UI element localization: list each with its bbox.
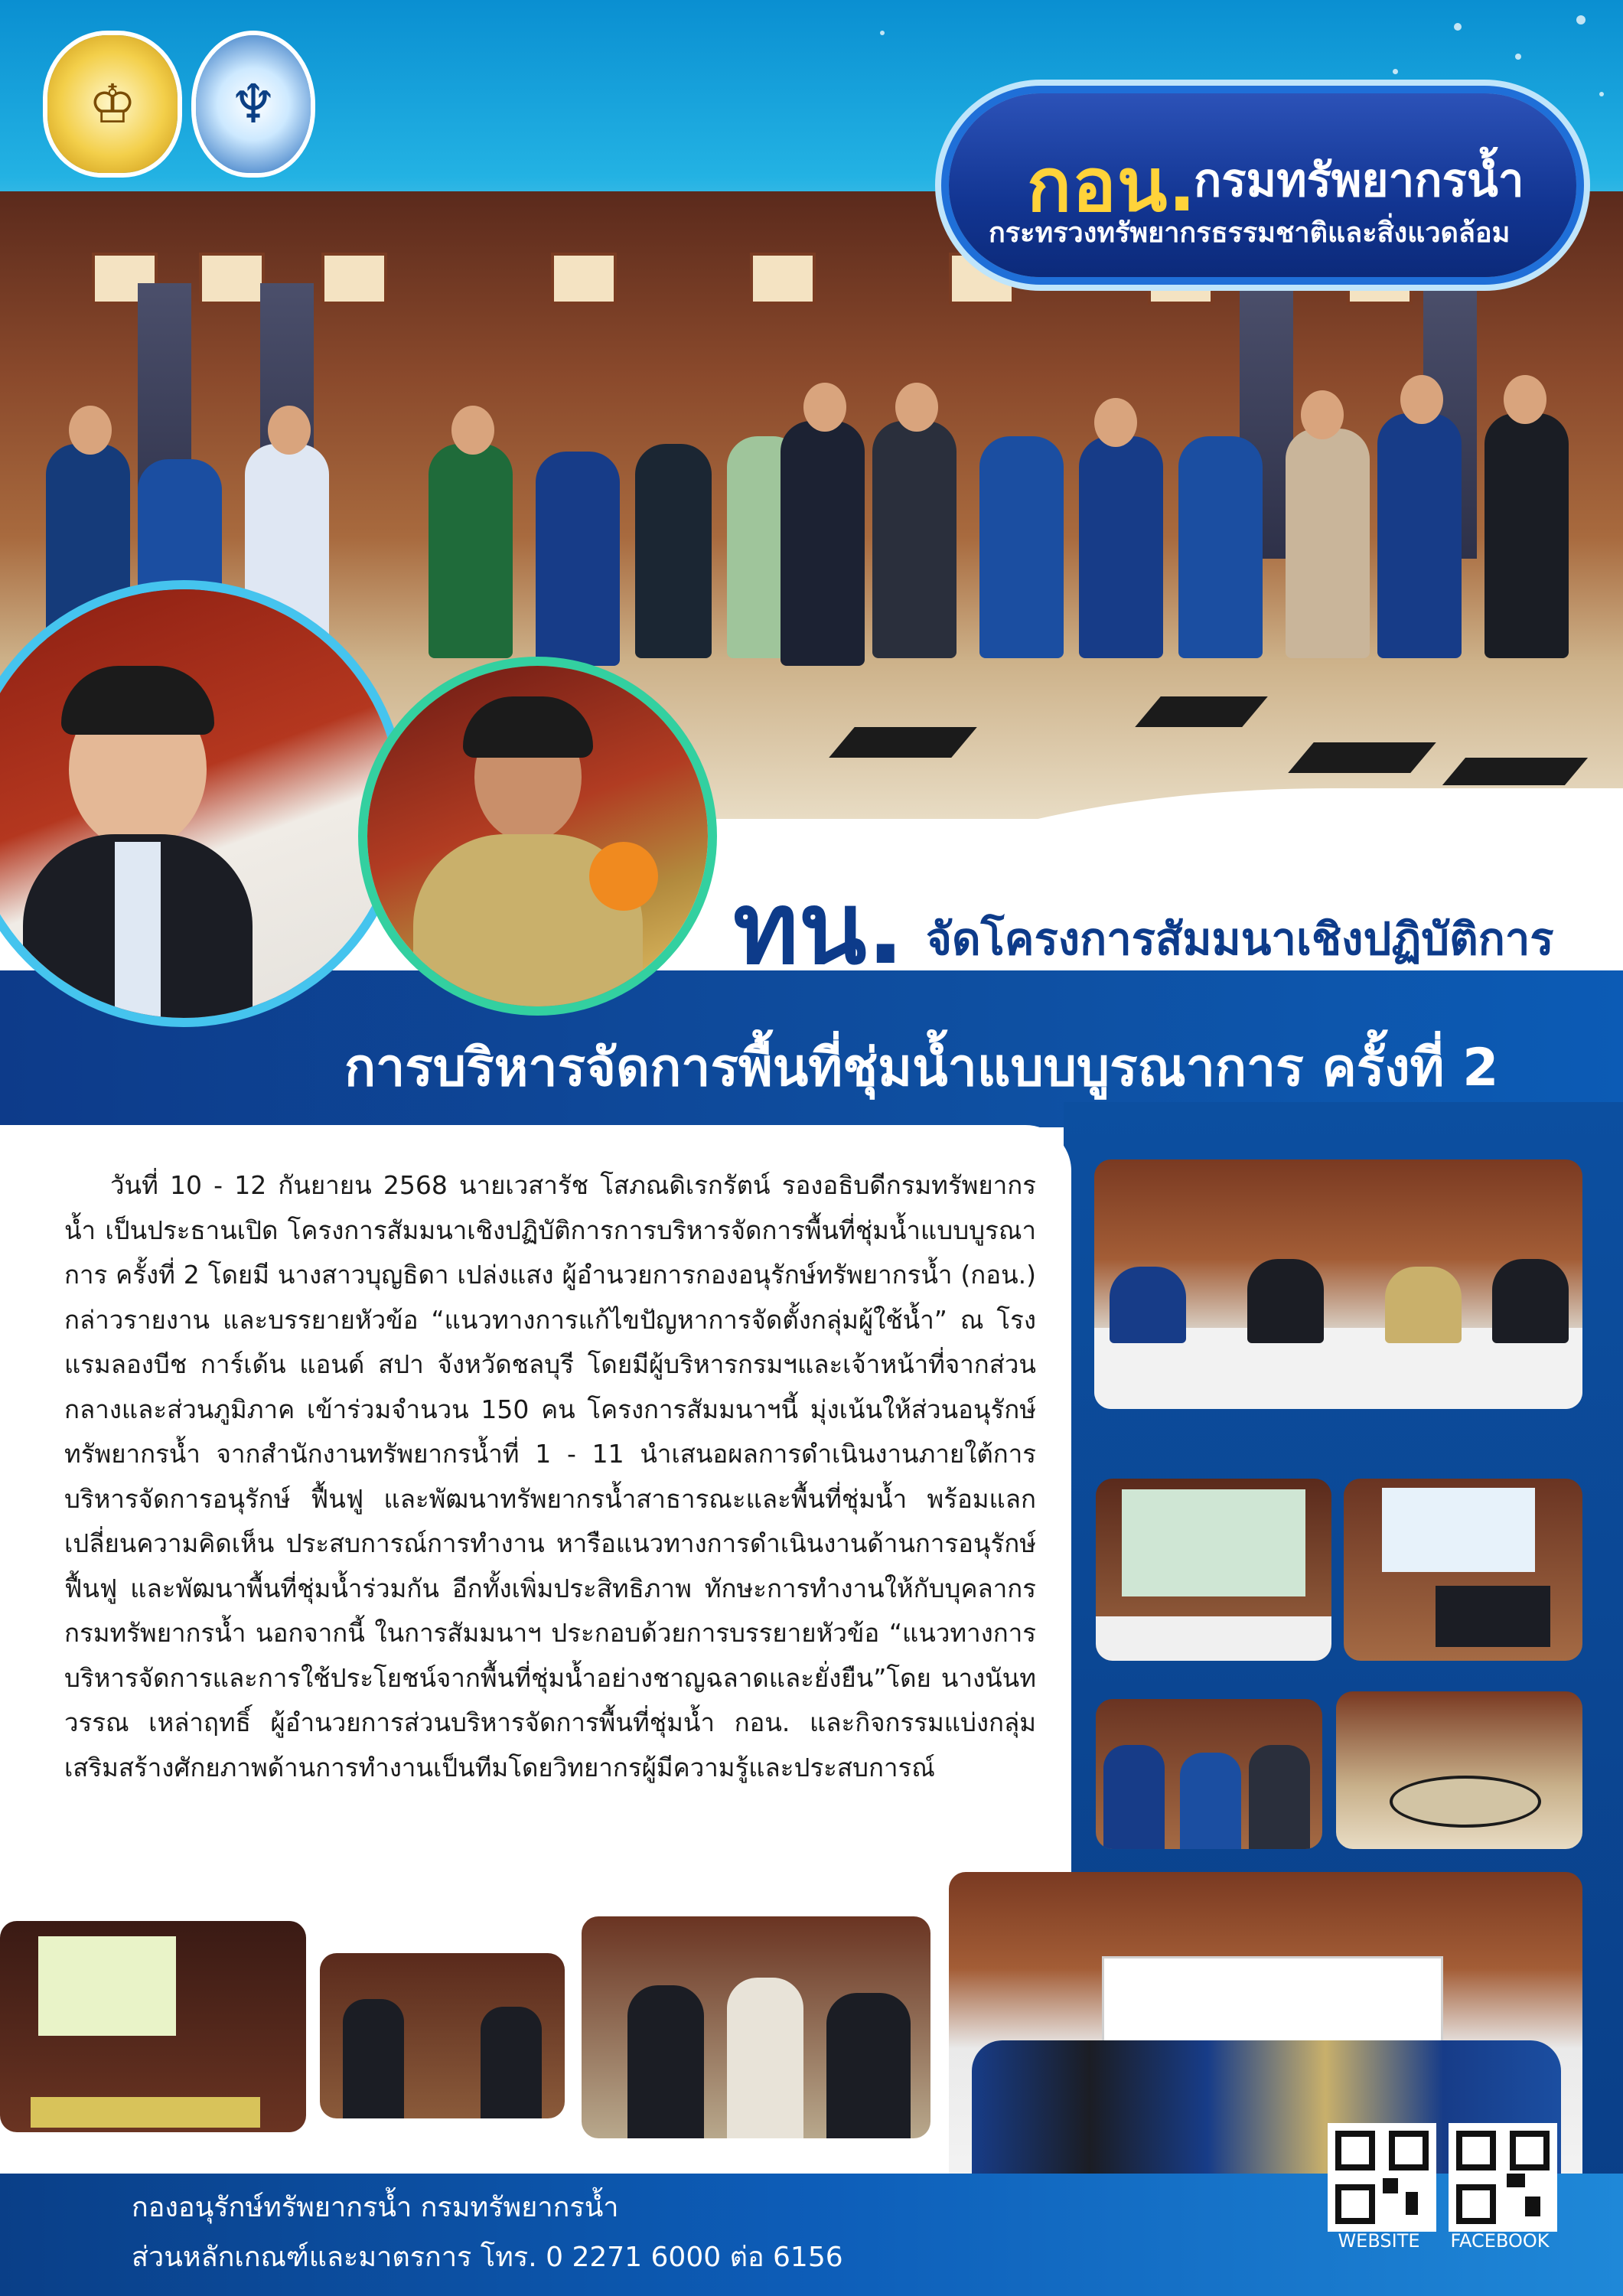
title-line-1: จัดโครงการสัมมนาเชิงปฏิบัติการ	[926, 913, 1554, 965]
photo-audience	[1096, 1699, 1322, 1849]
photo-team-activity	[582, 1916, 930, 2138]
title-line-2: การบริหารจัดการพื้นที่ชุ่มน้ำแบบบูรณาการ ครั้งที่ 2	[344, 1038, 1499, 1098]
title-abbreviation: ทน.	[733, 870, 904, 987]
website-qr-code[interactable]	[1328, 2123, 1436, 2232]
photo-stage-map	[0, 1921, 306, 2132]
photo-presentation-screen	[1096, 1479, 1331, 1661]
website-label: WEBSITE	[1338, 2230, 1420, 2252]
photo-head-table	[1094, 1159, 1582, 1409]
article-body: วันที่ 10 - 12 กันยายน 2568 นายเวสารัช โสภณดิเรกรัตน์ รองอธิบดีกรมทรัพยากรน้ำ เป็นประธานเปิด โครงการสัมมนาเชิงปฏิบัติการการบริหารจัดการพื้นที่ชุ่มน้ำแบบบูรณาการ ครั้งที่ 2 โดยมี นางสาวบุญธิดา เปล่งแสง ผู้อำนวยการกองอนุรักษ์ทรัพยากรน้ำ (กอน.) กล่าวรายงาน และบรรยายหัวข้อ “แนวทางการแก้ไขปัญหาการจัดตั้งกลุ่มผู้ใช้น้ำ” ณ โรงแรมลองบีช การ์เด้น แอนด์ สปา จังหวัดชลบุรี โดยมีผู้บริหารกรมฯและเจ้าหน้าที่จากส่วนกลางและส่วนภูมิภาค เข้าร่วมจำนวน 150 คน โครงการสัมมนาฯนี้ มุ่งเน้นให้ส่วนอนุรักษ์ทรัพยากรน้ำ จากสำนักงานทรัพยากรน้ำที่ 1 - 11 นำเสนอผลการดำเนินงานภายใต้การบริหารจัดการอนุรักษ์ ฟื้นฟู และพัฒนาทรัพยากรน้ำสาธารณะและพื้นที่ชุ่มน้ำ พร้อมแลกเปลี่ยนความคิดเห็น ประสบการณ์การทำงาน หารือแนวทางการดำเนินงานด้านการอนุรักษ์ ฟื้นฟู และพัฒนาพื้นที่ชุ่มน้ำร่วมกัน อีกทั้งเพิ่มประสิทธิภาพ ทักษะการทำงานให้กับบุคลากรกรมทรัพยากรน้ำ นอกจากนี้ ในการสัมมนาฯ ประกอบด้วยการบรรยายหัวข้อ “แนวทางการบริหารจัดการและการใช้ประโยชน์จากพื้นที่ชุ่มน้ำอย่างชาญฉลาดและยั่งยืน”โดย นางนันทวรรณ เหล่าฤทธิ์ ผู้อำนวยการส่วนบริหารจัดการพื้นที่ชุ่มน้ำ กอน. และกิจกรรมแบ่งกลุ่มเสริมสร้างศักยภาพด้านการทำงานเป็นทีมโดยวิทยากรผู้มีความรู้และประสบการณ์	[64, 1170, 1036, 1782]
portrait-division-director	[367, 666, 708, 1006]
footer-organization: กองอนุรักษ์ทรัพยากรน้ำ กรมทรัพยากรน้ำ	[132, 2192, 619, 2223]
photo-facilitators	[320, 1953, 565, 2118]
header-department: กรมทรัพยากรน้ำ	[1194, 154, 1524, 207]
photo-speaker-podium	[1344, 1479, 1582, 1661]
footer-contact: ส่วนหลักเกณฑ์และมาตรการ โทร. 0 2271 6000 ต่อ 6156	[132, 2242, 843, 2273]
header-abbreviation: กอน.	[1027, 142, 1197, 228]
water-resources-logo: ♆	[196, 35, 311, 173]
header-ministry: กระทรวงทรัพยากรธรรมชาติและสิ่งแวดล้อม	[989, 217, 1511, 249]
ministry-seal-logo: ♔	[47, 35, 178, 173]
photo-hall-wide	[1336, 1691, 1582, 1849]
facebook-label: FACEBOOK	[1450, 2230, 1550, 2252]
facebook-qr-code[interactable]	[1449, 2123, 1557, 2232]
